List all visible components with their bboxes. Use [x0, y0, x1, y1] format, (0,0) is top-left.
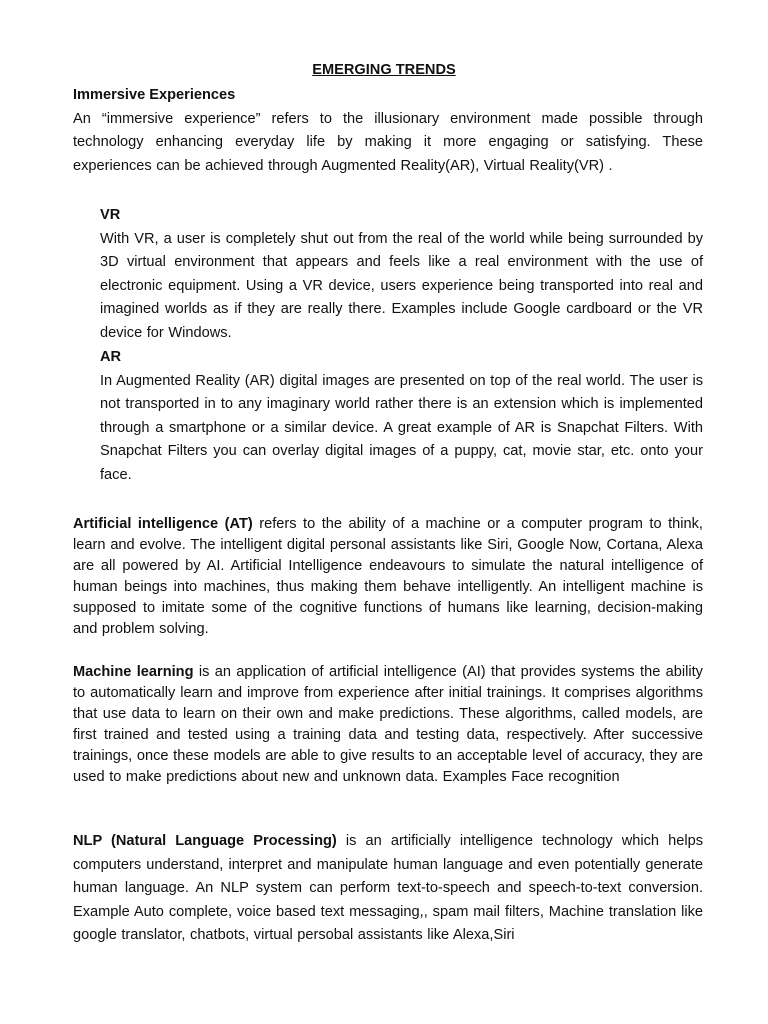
immersive-heading: Immersive Experiences — [73, 87, 236, 103]
vr-text: With VR, a user is completely shut out from the real of the world while being surrounded by 3D virtual environment that appears and feels like a real environment with the use of electronic equipment. Using a VR device, users experience being transported into real and imagined worlds as if they are really there. Examples include Google cardboard or the VR device for Windows. — [100, 230, 703, 341]
ml-text: is an application of artificial intelligence (AI) that provides systems the ability to automatically learn and improve from experience after initial trainings. It comprises algorithms that use data to learn on their own and make predictions. These algorithms, called models, are first trained and tested using a training data and testing data, respectively. After successive trainings, once these models are able to give results to an acceptable level of accuracy, they are used to make predictions about new and unknown data. Examples Face recognition — [73, 664, 703, 785]
nlp-section — [73, 830, 703, 948]
ml-section — [73, 662, 703, 788]
vr-heading: VR — [100, 207, 121, 223]
ar-section — [100, 346, 703, 488]
immersive-section — [73, 84, 703, 178]
ar-heading: AR — [100, 349, 122, 365]
ml-paragraph — [73, 662, 703, 788]
ai-paragraph — [73, 514, 703, 640]
nlp-paragraph — [73, 830, 703, 948]
ml-term: Machine learning — [73, 664, 194, 680]
vr-section — [100, 204, 703, 346]
nlp-term: NLP (Natural Language Processing) — [73, 833, 337, 849]
immersive-intro: An “immersive experience” refers to the illusionary environment made possible through technology enhancing everyday life by making it more engaging or satisfying. These experiences can be achieved through Augmented Reality(AR), Virtual Reality(VR) . — [73, 110, 703, 174]
ar-text: In Augmented Reality (AR) digital images are presented on top of the real world. The user is not transported in to any imaginary world rather there is an extension which is implemented through a smartphone or a similar device. A great example of AR is Snapchat Filters. With Snapchat Filters you can overlay digital images of a puppy, cat, movie star, etc. onto your face. — [100, 372, 703, 483]
ai-term: Artificial intelligence (AT) — [73, 516, 253, 532]
page-title: EMERGING TRENDS — [312, 62, 456, 78]
ai-text: refers to the ability of a machine or a computer program to think, learn and evolve. The intelligent digital personal assistants like Siri, Google Now, Cortana, Alexa are all powered by AI. Artificial Intelligence endeavours to simulate the natural intelligence of human beings into machines, thus making them behave intelligently. An intelligent machine is supposed to imitate some of the cognitive functions of humans like learning, decision-making and problem solving. — [73, 516, 703, 637]
ai-section — [73, 514, 703, 640]
nlp-text: is an artificially intelligence technology which helps computers understand, interpret and manipulate human language and even potentially generate human language. An NLP system can perform text-to-speech and speech-to-text conversion. Example Auto complete, voice based text messaging,, spam mail filters, Machine translation like google translator, chatbots, virtual persobal assistants like Alexa,Siri — [73, 833, 704, 944]
